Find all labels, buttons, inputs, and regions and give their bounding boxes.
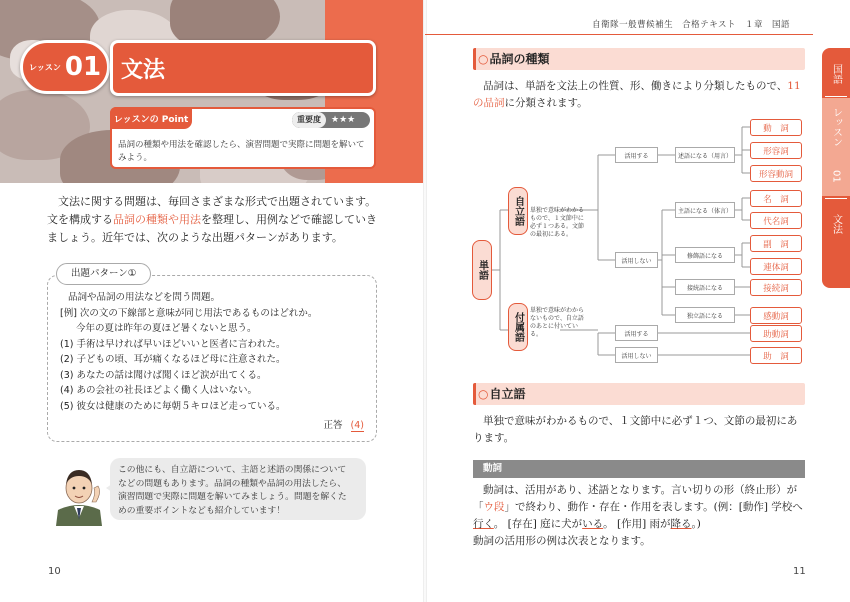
section-heading-text: 自立語 (489, 387, 526, 401)
leaf-rentaishi: 連体詞 (750, 258, 802, 275)
leaf-doushi: 動 詞 (750, 119, 802, 136)
bubble-line: この他にも、自立語について、主語と述語の関係について (118, 465, 347, 475)
lesson-title: 文法 (121, 56, 166, 83)
side-index-tab (822, 48, 850, 288)
subsection-heading-doushi: 動詞 (473, 460, 805, 478)
pattern-option: (3) あなたの話は聞けば聞くほど涙が出てくる。 (60, 369, 267, 381)
pattern-option: (1) 手術は早ければ早いほどいいと医者に言われた。 (60, 338, 286, 350)
importance-stars: ★★★ (331, 115, 356, 125)
pattern-example: [例] 次の文の下線部と意味が同じ用法であるものはどれか。 (60, 307, 318, 319)
para-highlight: 段 (494, 501, 505, 513)
leaf-joshi: 助 詞 (750, 347, 802, 364)
leaf-kandoushi: 感動詞 (750, 307, 802, 324)
intro-line-2a: を構成する (58, 213, 113, 226)
intro-line-1: 文法に関する問題は、毎回さまざまな形式で出題されています。文 (47, 195, 377, 226)
intro-line-3: しょう。近年では、次のような出題パターンがあります。 (58, 231, 343, 244)
desc-fuzokugo: 単独で意味がわからないもので、自立語のあとに付いている。 (530, 307, 585, 338)
box-katsuyo-shinai: 活用しない (615, 252, 658, 268)
bubble-line: めの重要ポイントなども紹介しています！ (118, 505, 286, 516)
section2-paragraph: 単独で意味がわかるもので、１文節中に必ず１つ、文節の最初にあります。 (473, 415, 798, 444)
pattern-option: (4) あの会社の社長ほどよく働く人はいない。 (60, 385, 257, 396)
para-highlight: 11 (787, 80, 801, 92)
side-tab-topic: 文法 (830, 214, 842, 234)
example-underlined: く (483, 518, 494, 530)
box-katsuyo-suru: 活用する (615, 147, 658, 163)
para-text: に分類されます。 (504, 97, 588, 109)
point-label: レッスンの Point (110, 107, 192, 129)
box-shushoku: 修飾語になる (675, 247, 735, 263)
importance-pill (292, 112, 370, 128)
box-jutsugo: 述語になる（用言） (675, 147, 735, 163)
node-jiritsugo: 自立語 (508, 187, 528, 235)
box-katsuyo-shinai-2: 活用しない (615, 347, 658, 363)
node-fuzokugo: 付属語 (508, 303, 528, 351)
example-underlined: 降る (670, 518, 692, 530)
bubble-line: 演習問題で実際に問題を解いてみましょう。問題を解くた (118, 492, 347, 502)
leaf-keiyoushi: 形容詞 (750, 142, 802, 159)
box-dokuritsu: 独立語になる (675, 307, 735, 323)
leaf-daimeishi: 代名詞 (750, 212, 802, 229)
heading-circle-icon: ○ (478, 52, 489, 66)
leaf-jodoushi: 助動詞 (750, 325, 802, 342)
leaf-keiyoudoushi: 形容動詞 (750, 165, 802, 182)
header-rule (425, 34, 813, 35)
leaf-setsuzokushi: 接続詞 (750, 279, 802, 296)
lesson-point-box (110, 107, 376, 169)
instructor-avatar-icon (52, 462, 106, 526)
para-text: 。 [存在] 庭に犬が (493, 518, 583, 530)
pattern-tab: 出題パターン① (56, 263, 151, 285)
answer-label: 正答 (323, 420, 343, 431)
side-tab-lesson: レッスン (822, 98, 850, 156)
pattern-box (47, 268, 377, 442)
lesson-label: レッスン (28, 62, 61, 72)
node-tango: 単語 (472, 240, 492, 300)
answer-value: (4) (350, 420, 364, 431)
example-underlined: 行 (473, 518, 484, 530)
lesson-badge (20, 40, 110, 94)
box-katsuyo-suru-2: 活用する (615, 325, 658, 341)
para-text: 。 [作用] 雨が (603, 518, 671, 530)
section-heading-jiritsugo (473, 383, 805, 405)
para-text: 。) (691, 518, 701, 530)
right-page (425, 0, 850, 602)
heading-circle-icon: ○ (478, 387, 489, 401)
para-text: 品詞は、単語を文法上の性質、形、働きにより分類したもので、 (483, 80, 788, 92)
lesson-title-box (110, 40, 376, 96)
pattern-option: (5) 彼女は健康のために毎朝５キロほど走っている。 (60, 400, 286, 412)
example-underlined: いる (582, 518, 604, 530)
section-heading-hinshi (473, 48, 805, 70)
pattern-option: (2) 子どもの頃、耳が痛くなるほど母に注意された。 (60, 354, 286, 365)
importance-label: 重要度 (292, 112, 326, 128)
doushi-paragraph (473, 482, 807, 550)
intro-line-2b: を整理し、用例などで確認していきま (47, 213, 377, 244)
point-text: 品詞の種類や用法を確認したら、演習問題で実際に問題を解いてみよう。 (118, 140, 365, 163)
para-text: 動詞は、活用があり、述語となります。言い切りの形（終止形）が「 (473, 484, 798, 513)
parts-of-speech-tree (470, 115, 810, 373)
page-number-left: 10 (48, 566, 61, 577)
intro-paragraph (47, 193, 379, 247)
leaf-meishi: 名 詞 (750, 190, 802, 207)
speech-bubble (110, 458, 366, 520)
side-tab-number: 01 (822, 156, 850, 196)
pattern-question: 品詞や品詞の用法などを問う問題。 (68, 292, 221, 303)
para-text: 」で終わり、動作・存在・作用を表します。(例：[動作] 学校へ (504, 501, 803, 513)
bubble-line: などの問題もあります。品詞の種類や品詞の用法したら、 (118, 478, 347, 489)
running-header: 自衛隊一般曹候補生 合格テキスト １章 国語 (592, 20, 790, 30)
section-heading-text: 品詞の種類 (489, 52, 550, 66)
para-text: 動詞の活用形の例は次表となります。 (473, 535, 651, 547)
para-highlight: の品詞 (473, 97, 505, 109)
box-setsuzoku: 接続語になる (675, 279, 735, 295)
desc-jiritsugo: 単独で意味がわかるもので、１文節中に必ず１つある。文節の最初にある。 (530, 207, 585, 238)
lesson-number: 01 (64, 52, 102, 82)
page-number-right: 11 (793, 566, 806, 577)
para-highlight: ウ (483, 501, 494, 513)
pattern-content (60, 290, 370, 414)
leaf-fukushi: 副 詞 (750, 235, 802, 252)
side-tab-subject: 国語 (830, 64, 842, 84)
answer (324, 417, 364, 431)
intro-highlight: 品詞の種類や用法 (113, 213, 201, 226)
pattern-sentence: 今年の夏は昨年の夏ほど暑くないと思う。 (76, 323, 257, 334)
box-shugo: 主語になる（体言） (675, 202, 735, 218)
section1-paragraph (473, 78, 807, 112)
